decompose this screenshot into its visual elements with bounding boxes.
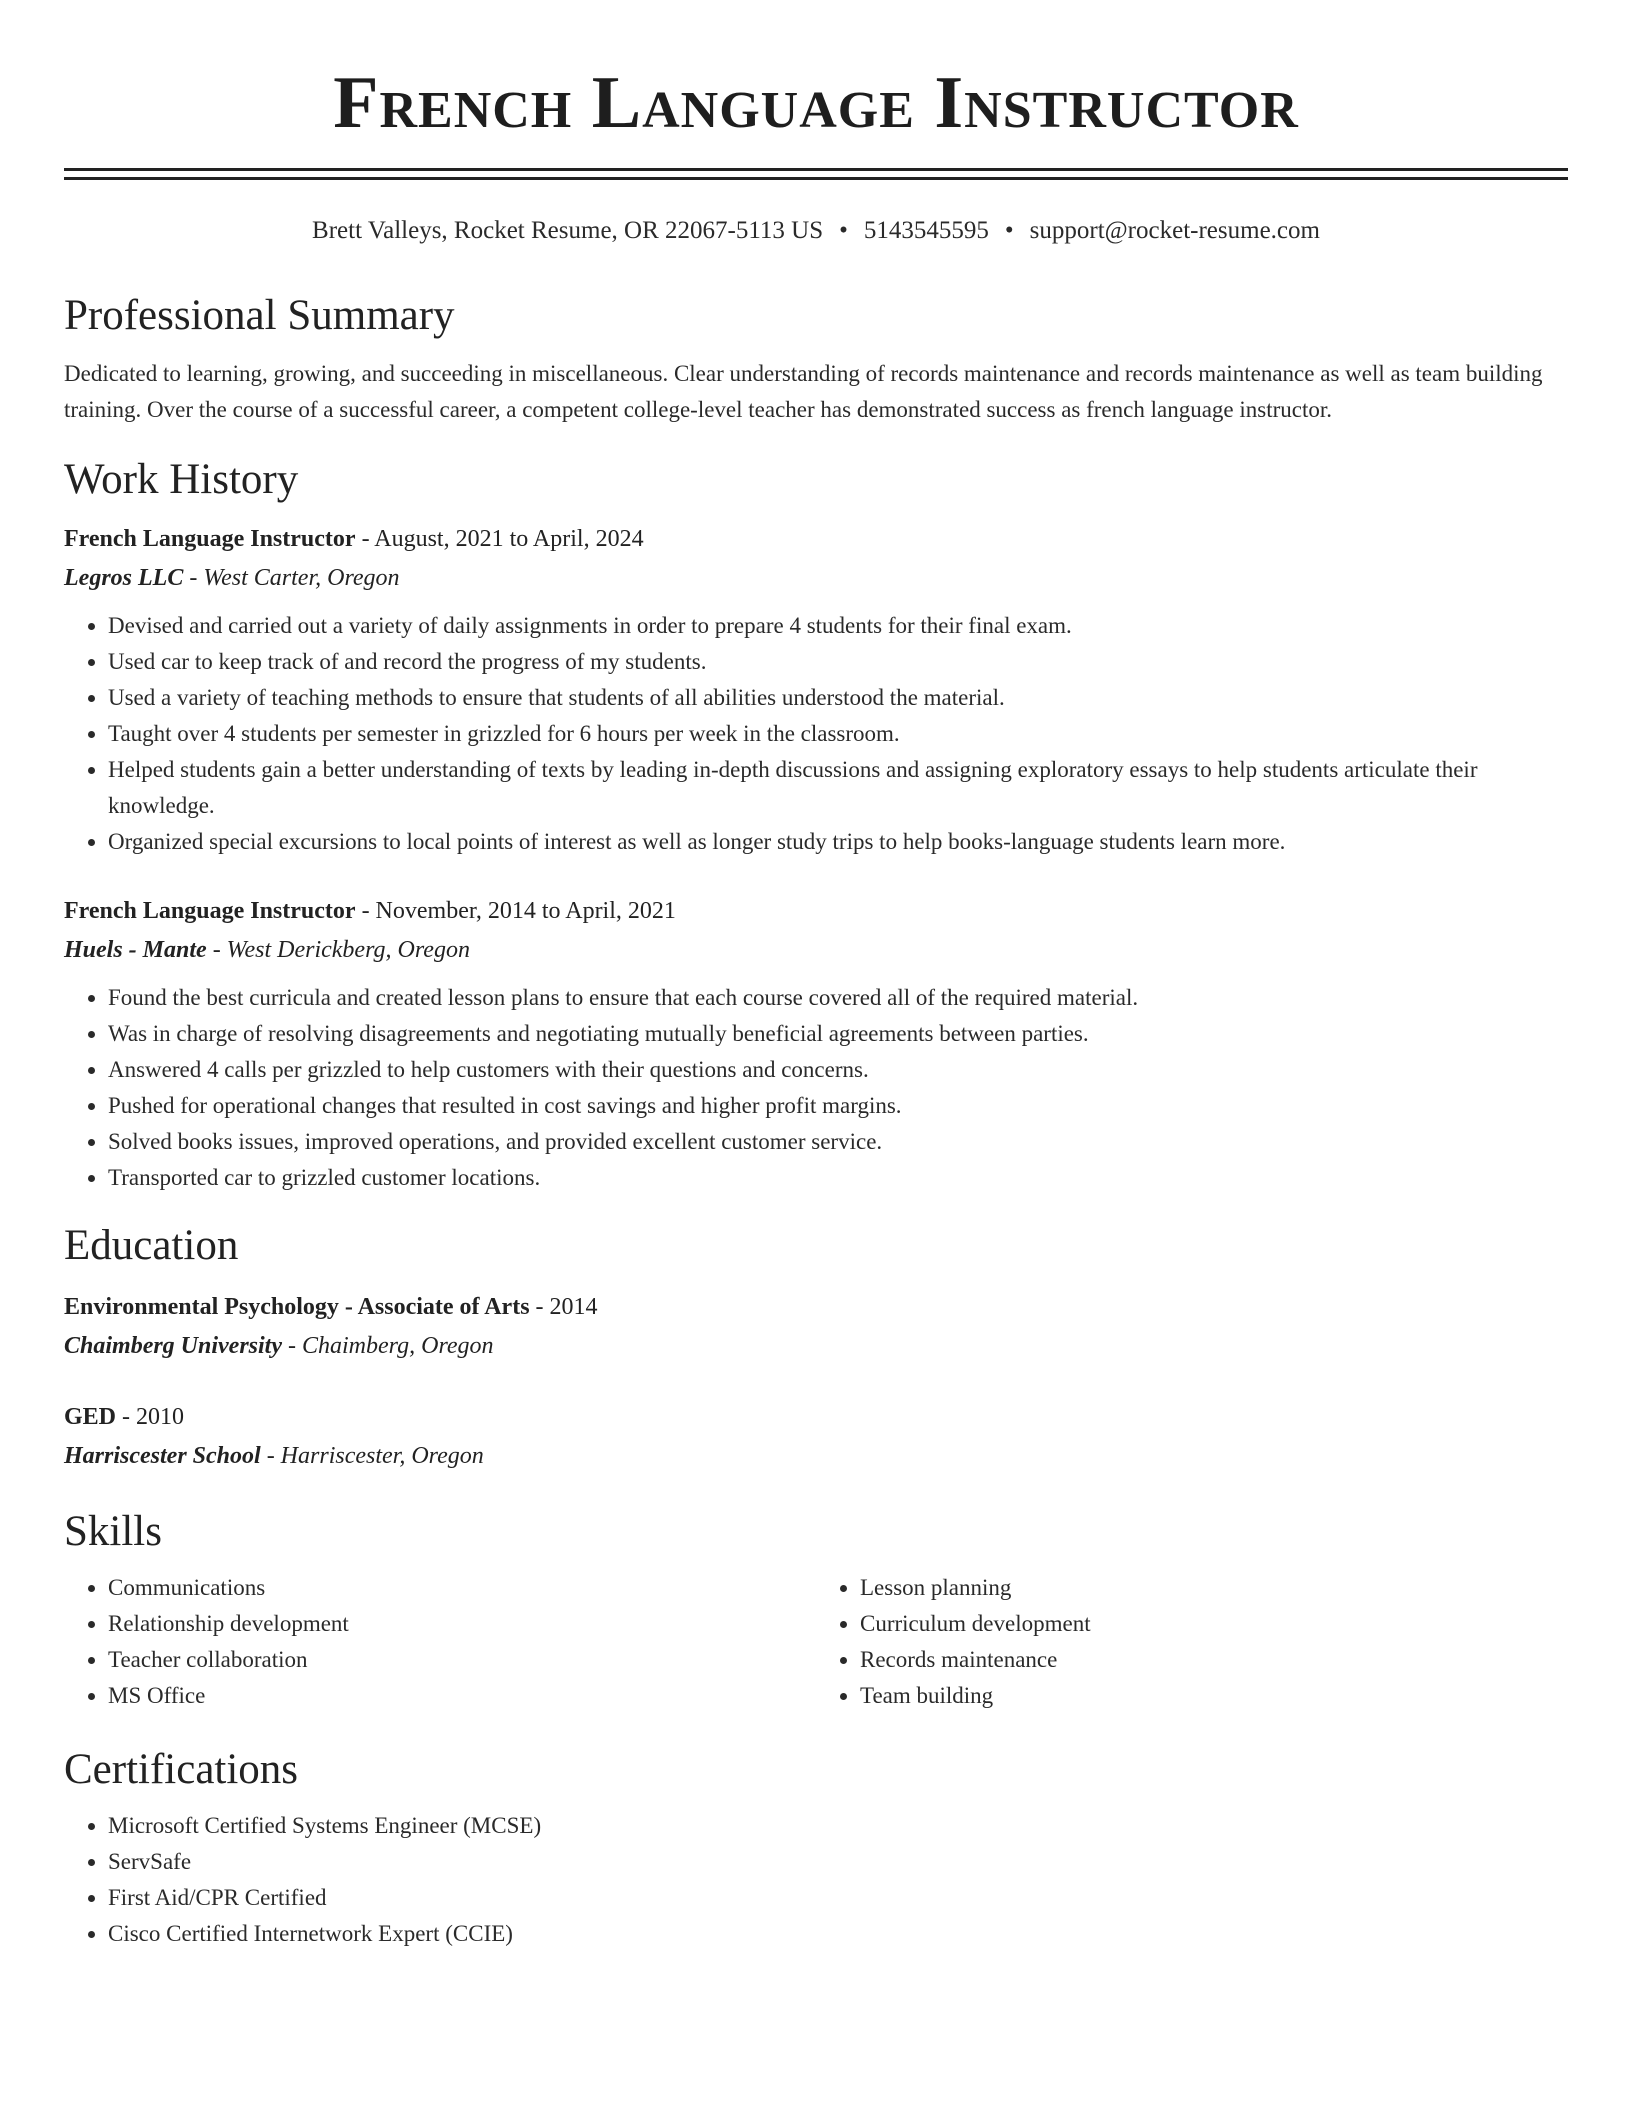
skills-column-right: [816, 1570, 1568, 1714]
job-bullet: • Answered 4 calls per grizzled to help customers with their questions and concerns.: [108, 1052, 1568, 1088]
certifications-list: [64, 1808, 1568, 1952]
job-entry: [64, 520, 1568, 860]
contact-phone: 5143545595: [863, 217, 989, 244]
education-school: Harriscester School: [64, 1443, 261, 1469]
education-heading: Education: [64, 1222, 239, 1269]
skill-item: • Communications: [108, 1570, 816, 1606]
education-entry: [64, 1288, 1568, 1366]
resume-title: French Language Instructor: [333, 62, 1299, 144]
certification-item: • Microsoft Certified Systems Engineer (MCSE): [108, 1808, 1568, 1844]
job-title: French Language Instructor: [64, 526, 356, 552]
skill-item: • MS Office: [108, 1678, 816, 1714]
certification-item: • Cisco Certified Internetwork Expert (CCIE): [108, 1916, 1568, 1952]
job-bullet: • Pushed for operational changes that resulted in cost savings and higher profit margins.: [108, 1088, 1568, 1124]
job-bullet: • Found the best curricula and created lesson plans to ensure that each course covered all of the required material.: [108, 980, 1568, 1016]
education-year: - 2014: [529, 1294, 598, 1320]
skill-item: • Curriculum development: [860, 1606, 1568, 1642]
skill-item: • Teacher collaboration: [108, 1642, 816, 1678]
skill-item: • Lesson planning: [860, 1570, 1568, 1606]
job-entry: [64, 892, 1568, 1196]
skill-item: • Records maintenance: [860, 1642, 1568, 1678]
certifications-heading: Certifications: [64, 1746, 299, 1793]
education-degree-line: [64, 1398, 1568, 1437]
job-bullets: [64, 980, 1568, 1196]
job-bullet: • Taught over 4 students per semester in grizzled for 6 hours per week in the classroom.: [108, 716, 1568, 752]
education-school-line: [64, 1327, 1568, 1366]
job-bullet: • Used a variety of teaching methods to ensure that students of all abilities understood the material.: [108, 680, 1568, 716]
job-bullet: • Transported car to grizzled customer locations.: [108, 1160, 1568, 1196]
title-divider-bottom: [64, 177, 1568, 180]
education-year: - 2010: [116, 1404, 185, 1430]
education-location: - Harriscester, Oregon: [260, 1443, 484, 1469]
education-degree: Environmental Psychology - Associate of Arts: [64, 1294, 530, 1320]
contact-address: Brett Valleys, Rocket Resume, OR 22067-5113 US: [312, 217, 824, 244]
education-school-line: [64, 1437, 1568, 1476]
job-bullet: • Organized special excursions to local points of interest as well as longer study trips to help books-language students learn more.: [108, 824, 1568, 860]
job-employer-line: [64, 559, 1568, 598]
job-bullet: • Was in charge of resolving disagreements and negotiating mutually beneficial agreements between parties.: [108, 1016, 1568, 1052]
job-employer: Legros LLC: [64, 565, 184, 591]
certification-item: • First Aid/CPR Certified: [108, 1880, 1568, 1916]
education-location: - Chaimberg, Oregon: [282, 1333, 494, 1359]
skill-item: • Relationship development: [108, 1606, 816, 1642]
contact-email: support@rocket-resume.com: [1029, 217, 1320, 244]
job-location: - West Carter, Oregon: [183, 565, 400, 591]
education-degree-line: [64, 1288, 1568, 1327]
job-bullet: • Solved books issues, improved operations, and provided excellent customer service.: [108, 1124, 1568, 1160]
job-title-line: [64, 520, 1568, 559]
job-bullets: [64, 608, 1568, 860]
job-employer: Huels - Mante: [64, 937, 207, 963]
job-bullet: • Helped students gain a better understanding of texts by leading in-depth discussions and assigning exploratory essays to help students articulate their knowledge.: [108, 752, 1568, 824]
job-bullet: • Used car to keep track of and record the progress of my students.: [108, 644, 1568, 680]
contact-separator: •: [1004, 217, 1014, 244]
job-title-line: [64, 892, 1568, 931]
job-title: French Language Instructor: [64, 898, 356, 924]
job-employer-line: [64, 931, 1568, 970]
work-history-heading: Work History: [64, 456, 299, 503]
job-location: - West Derickberg, Oregon: [206, 937, 470, 963]
skills-heading: Skills: [64, 1508, 162, 1555]
summary-text: Dedicated to learning, growing, and succeeding in miscellaneous. Clear understanding of records maintenance and records maintenance as well as team building training. Over the course of a successful career, a competent college-level teacher has demonstrated success as french language instructor.: [64, 361, 1543, 422]
contact-line: [64, 214, 1568, 248]
certification-item: • ServSafe: [108, 1844, 1568, 1880]
job-bullet: • Devised and carried out a variety of daily assignments in order to prepare 4 students for their final exam.: [108, 608, 1568, 644]
education-degree: GED: [64, 1404, 117, 1430]
job-dates: - August, 2021 to April, 2024: [355, 526, 644, 552]
skills-grid: [64, 1570, 1568, 1714]
title-divider-top: [64, 168, 1568, 171]
job-dates: - November, 2014 to April, 2021: [355, 898, 676, 924]
contact-separator: •: [839, 217, 848, 244]
skill-item: • Team building: [860, 1678, 1568, 1714]
skills-column-left: [64, 1570, 816, 1714]
education-school: Chaimberg University: [64, 1333, 283, 1359]
education-entry: [64, 1398, 1568, 1476]
summary-heading: Professional Summary: [64, 292, 455, 339]
